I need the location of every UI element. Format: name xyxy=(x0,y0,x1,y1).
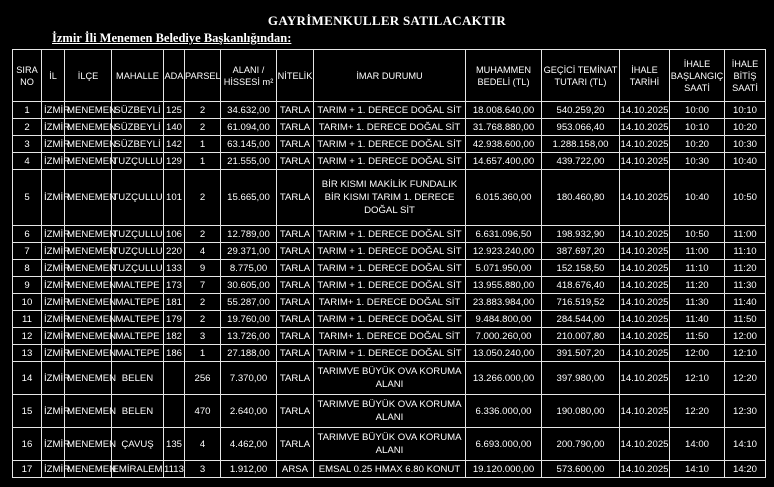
cell-bedel: 13.266.000,00 xyxy=(466,362,542,395)
header-sira: SIRA NO xyxy=(13,50,42,102)
cell-il: İZMİR xyxy=(42,170,65,226)
table-row xyxy=(13,226,766,243)
cell-alan: 63.145,00 xyxy=(221,136,277,153)
cell-baslangic: 14:00 xyxy=(670,428,725,461)
cell-parsel: 4 xyxy=(185,243,221,260)
cell-baslangic: 12:20 xyxy=(670,395,725,428)
cell-teminat: 573.600,00 xyxy=(542,461,620,478)
cell-parsel: 2 xyxy=(185,311,221,328)
table-row xyxy=(13,311,766,328)
cell-alan: 4.462,00 xyxy=(221,428,277,461)
cell-imar: TARIM + 1. DERECE DOĞAL SİT xyxy=(314,226,466,243)
cell-tarih: 14.10.2025 xyxy=(620,243,670,260)
cell-mahalle: MALTEPE xyxy=(112,294,164,311)
cell-imar: TARIM+ 1. DERECE DOĞAL SİT xyxy=(314,119,466,136)
auction-table xyxy=(12,49,766,478)
cell-alan: 13.726,00 xyxy=(221,328,277,345)
table-row xyxy=(13,345,766,362)
table-row xyxy=(13,119,766,136)
cell-tarih: 14.10.2025 xyxy=(620,294,670,311)
cell-sira: 16 xyxy=(13,428,42,461)
cell-bitis: 11:20 xyxy=(725,260,766,277)
cell-imar: TARIM + 1. DERECE DOĞAL SİT xyxy=(314,260,466,277)
cell-sira: 13 xyxy=(13,345,42,362)
cell-ilce: MENEMEN xyxy=(65,153,112,170)
cell-alan: 34.632,00 xyxy=(221,102,277,119)
cell-tarih: 14.10.2025 xyxy=(620,362,670,395)
cell-nitelik: TARLA xyxy=(277,136,314,153)
cell-bitis: 11:10 xyxy=(725,243,766,260)
cell-bitis: 11:30 xyxy=(725,277,766,294)
header-il: İL xyxy=(42,50,65,102)
cell-tarih: 14.10.2025 xyxy=(620,226,670,243)
cell-ada: 101 xyxy=(164,170,185,226)
cell-bitis: 10:40 xyxy=(725,153,766,170)
header-nitelik: NİTELİK xyxy=(277,50,314,102)
cell-bedel: 23.883.984,00 xyxy=(466,294,542,311)
cell-ada xyxy=(164,395,185,428)
cell-imar: TARIM + 1. DERECE DOĞAL SİT xyxy=(314,345,466,362)
cell-mahalle: MALTEPE xyxy=(112,328,164,345)
table-row xyxy=(13,277,766,294)
cell-baslangic: 10:40 xyxy=(670,170,725,226)
cell-sira: 5 xyxy=(13,170,42,226)
cell-ilce: MENEMEN xyxy=(65,102,112,119)
cell-il: İZMİR xyxy=(42,362,65,395)
cell-il: İZMİR xyxy=(42,277,65,294)
cell-teminat: 953.066,40 xyxy=(542,119,620,136)
cell-tarih: 14.10.2025 xyxy=(620,119,670,136)
cell-il: İZMİR xyxy=(42,294,65,311)
cell-teminat: 152.158,50 xyxy=(542,260,620,277)
cell-bedel: 6.631.096,50 xyxy=(466,226,542,243)
cell-baslangic: 10:20 xyxy=(670,136,725,153)
cell-nitelik: TARLA xyxy=(277,345,314,362)
cell-tarih: 14.10.2025 xyxy=(620,277,670,294)
cell-teminat: 190.080,00 xyxy=(542,395,620,428)
cell-alan: 8.775,00 xyxy=(221,260,277,277)
cell-parsel: 256 xyxy=(185,362,221,395)
cell-baslangic: 11:30 xyxy=(670,294,725,311)
header-imar: İMAR DURUMU xyxy=(314,50,466,102)
cell-ilce: MENEMEN xyxy=(65,260,112,277)
cell-imar: BİR KISMI MAKİLİK FUNDALIK BİR KISMI TARIM 1. DERECE DOĞAL SİT xyxy=(314,170,466,226)
cell-tarih: 14.10.2025 xyxy=(620,328,670,345)
cell-baslangic: 11:20 xyxy=(670,277,725,294)
cell-ilce: MENEMEN xyxy=(65,119,112,136)
cell-sira: 11 xyxy=(13,311,42,328)
cell-imar: TARIM + 1. DERECE DOĞAL SİT xyxy=(314,153,466,170)
cell-mahalle: BELEN xyxy=(112,395,164,428)
cell-il: İZMİR xyxy=(42,328,65,345)
cell-ada: 181 xyxy=(164,294,185,311)
header-ada: ADA xyxy=(164,50,185,102)
cell-imar: TARIM + 1. DERECE DOĞAL SİT xyxy=(314,102,466,119)
header-parsel: PARSEL xyxy=(185,50,221,102)
cell-ada: 125 xyxy=(164,102,185,119)
cell-nitelik: TARLA xyxy=(277,395,314,428)
cell-nitelik: TARLA xyxy=(277,428,314,461)
cell-ilce: MENEMEN xyxy=(65,311,112,328)
cell-il: İZMİR xyxy=(42,345,65,362)
header-baslangic: İHALE BAŞLANGIÇ SAATİ xyxy=(670,50,725,102)
cell-teminat: 418.676,40 xyxy=(542,277,620,294)
cell-nitelik: TARLA xyxy=(277,294,314,311)
cell-parsel: 7 xyxy=(185,277,221,294)
table-row xyxy=(13,260,766,277)
cell-ada: 140 xyxy=(164,119,185,136)
cell-imar: TARIM + 1. DERECE DOĞAL SİT xyxy=(314,243,466,260)
cell-bitis: 11:50 xyxy=(725,311,766,328)
cell-teminat: 397.980,00 xyxy=(542,362,620,395)
header-bedel: MUHAMMEN BEDELİ (TL) xyxy=(466,50,542,102)
cell-parsel: 4 xyxy=(185,428,221,461)
cell-teminat: 1.288.158,00 xyxy=(542,136,620,153)
page-title: GAYRİMENKULLER SATILACAKTIR xyxy=(267,13,507,28)
table-row xyxy=(13,153,766,170)
cell-bitis: 14:10 xyxy=(725,428,766,461)
cell-bitis: 12:10 xyxy=(725,345,766,362)
cell-mahalle: EMİRALEM xyxy=(112,461,164,478)
cell-il: İZMİR xyxy=(42,260,65,277)
cell-ilce: MENEMEN xyxy=(65,328,112,345)
cell-mahalle: MALTEPE xyxy=(112,277,164,294)
cell-sira: 12 xyxy=(13,328,42,345)
cell-nitelik: TARLA xyxy=(277,260,314,277)
cell-tarih: 14.10.2025 xyxy=(620,395,670,428)
cell-imar: TARIMVE BÜYÜK OVA KORUMA ALANI xyxy=(314,362,466,395)
table-row xyxy=(13,461,766,478)
cell-tarih: 14.10.2025 xyxy=(620,311,670,328)
cell-bedel: 6.015.360,00 xyxy=(466,170,542,226)
cell-ilce: MENEMEN xyxy=(65,294,112,311)
cell-ada: 173 xyxy=(164,277,185,294)
cell-imar: TARIMVE BÜYÜK OVA KORUMA ALANI xyxy=(314,395,466,428)
cell-ada: 135 xyxy=(164,428,185,461)
cell-sira: 2 xyxy=(13,119,42,136)
cell-baslangic: 11:40 xyxy=(670,311,725,328)
header-ilce: İLÇE xyxy=(65,50,112,102)
cell-ilce: MENEMEN xyxy=(65,395,112,428)
page-subtitle: İzmir İli Menemen Belediye Başkanlığından: xyxy=(52,31,292,45)
cell-bedel: 18.008.640,00 xyxy=(466,102,542,119)
cell-tarih: 14.10.2025 xyxy=(620,170,670,226)
cell-parsel: 3 xyxy=(185,328,221,345)
cell-alan: 21.555,00 xyxy=(221,153,277,170)
cell-mahalle: TUZÇULLU xyxy=(112,226,164,243)
cell-imar: TARIM+ 1. DERECE DOĞAL SİT xyxy=(314,294,466,311)
cell-imar: TARIM + 1. DERECE DOĞAL SİT xyxy=(314,136,466,153)
cell-ilce: MENEMEN xyxy=(65,428,112,461)
cell-sira: 8 xyxy=(13,260,42,277)
cell-il: İZMİR xyxy=(42,226,65,243)
cell-mahalle: MALTEPE xyxy=(112,311,164,328)
cell-mahalle: TUZÇULLU xyxy=(112,260,164,277)
cell-imar: TARIM + 1. DERECE DOĞAL SİT xyxy=(314,311,466,328)
cell-mahalle: ÇAVUŞ xyxy=(112,428,164,461)
cell-parsel: 470 xyxy=(185,395,221,428)
cell-il: İZMİR xyxy=(42,311,65,328)
cell-ilce: MENEMEN xyxy=(65,277,112,294)
cell-bedel: 9.484.800,00 xyxy=(466,311,542,328)
cell-mahalle: TUZÇULLU xyxy=(112,170,164,226)
cell-teminat: 716.519,52 xyxy=(542,294,620,311)
cell-baslangic: 12:10 xyxy=(670,362,725,395)
cell-ilce: MENEMEN xyxy=(65,345,112,362)
table-row xyxy=(13,102,766,119)
cell-il: İZMİR xyxy=(42,119,65,136)
header-teminat: GEÇİCİ TEMİNAT TUTARI (TL) xyxy=(542,50,620,102)
cell-tarih: 14.10.2025 xyxy=(620,136,670,153)
cell-bitis: 11:40 xyxy=(725,294,766,311)
header-bitis: İHALE BİTİŞ SAATİ xyxy=(725,50,766,102)
cell-parsel: 2 xyxy=(185,170,221,226)
cell-parsel: 3 xyxy=(185,461,221,478)
cell-il: İZMİR xyxy=(42,102,65,119)
table-header-row xyxy=(13,50,766,102)
cell-bedel: 13.955.880,00 xyxy=(466,277,542,294)
cell-bitis: 11:00 xyxy=(725,226,766,243)
cell-alan: 29.371,00 xyxy=(221,243,277,260)
cell-alan: 27.188,00 xyxy=(221,345,277,362)
cell-mahalle: SÜZBEYLİ xyxy=(112,119,164,136)
cell-mahalle: SÜZBEYLİ xyxy=(112,136,164,153)
cell-baslangic: 10:10 xyxy=(670,119,725,136)
cell-ilce: MENEMEN xyxy=(65,226,112,243)
cell-ada: 129 xyxy=(164,153,185,170)
cell-parsel: 2 xyxy=(185,102,221,119)
cell-ilce: MENEMEN xyxy=(65,170,112,226)
cell-bedel: 13.050.240,00 xyxy=(466,345,542,362)
cell-mahalle: BELEN xyxy=(112,362,164,395)
cell-sira: 15 xyxy=(13,395,42,428)
cell-il: İZMİR xyxy=(42,243,65,260)
cell-nitelik: TARLA xyxy=(277,243,314,260)
cell-bitis: 12:20 xyxy=(725,362,766,395)
cell-imar: TARIM + 1. DERECE DOĞAL SİT xyxy=(314,277,466,294)
cell-nitelik: TARLA xyxy=(277,170,314,226)
cell-baslangic: 11:00 xyxy=(670,243,725,260)
header-tarih: İHALE TARİHİ xyxy=(620,50,670,102)
cell-sira: 1 xyxy=(13,102,42,119)
cell-tarih: 14.10.2025 xyxy=(620,102,670,119)
cell-tarih: 14.10.2025 xyxy=(620,260,670,277)
cell-teminat: 200.790,00 xyxy=(542,428,620,461)
cell-baslangic: 11:10 xyxy=(670,260,725,277)
cell-baslangic: 10:50 xyxy=(670,226,725,243)
table-row xyxy=(13,395,766,428)
cell-sira: 9 xyxy=(13,277,42,294)
cell-imar: EMSAL 0.25 HMAX 6.80 KONUT xyxy=(314,461,466,478)
cell-alan: 12.789,00 xyxy=(221,226,277,243)
cell-parsel: 1 xyxy=(185,136,221,153)
cell-il: İZMİR xyxy=(42,136,65,153)
table-row xyxy=(13,294,766,311)
cell-ada: 133 xyxy=(164,260,185,277)
cell-bitis: 12:00 xyxy=(725,328,766,345)
cell-alan: 2.640,00 xyxy=(221,395,277,428)
cell-nitelik: TARLA xyxy=(277,119,314,136)
cell-nitelik: TARLA xyxy=(277,277,314,294)
cell-il: İZMİR xyxy=(42,461,65,478)
cell-parsel: 9 xyxy=(185,260,221,277)
cell-sira: 6 xyxy=(13,226,42,243)
cell-nitelik: TARLA xyxy=(277,328,314,345)
cell-nitelik: TARLA xyxy=(277,311,314,328)
cell-bedel: 7.000.260,00 xyxy=(466,328,542,345)
cell-mahalle: TUZÇULLU xyxy=(112,243,164,260)
cell-ilce: MENEMEN xyxy=(65,136,112,153)
cell-mahalle: TUZÇULLU xyxy=(112,153,164,170)
cell-baslangic: 14:10 xyxy=(670,461,725,478)
cell-bitis: 10:10 xyxy=(725,102,766,119)
cell-sira: 7 xyxy=(13,243,42,260)
cell-ada: 179 xyxy=(164,311,185,328)
cell-teminat: 198.932,90 xyxy=(542,226,620,243)
cell-mahalle: MALTEPE xyxy=(112,345,164,362)
table-row xyxy=(13,243,766,260)
cell-alan: 55.287,00 xyxy=(221,294,277,311)
cell-ada: 106 xyxy=(164,226,185,243)
cell-parsel: 2 xyxy=(185,119,221,136)
cell-nitelik: TARLA xyxy=(277,153,314,170)
cell-alan: 30.605,00 xyxy=(221,277,277,294)
cell-tarih: 14.10.2025 xyxy=(620,153,670,170)
cell-mahalle: SÜZBEYLİ xyxy=(112,102,164,119)
cell-sira: 10 xyxy=(13,294,42,311)
table-row xyxy=(13,362,766,395)
table-row xyxy=(13,136,766,153)
cell-bitis: 10:30 xyxy=(725,136,766,153)
cell-ilce: MENEMEN xyxy=(65,461,112,478)
cell-bitis: 12:30 xyxy=(725,395,766,428)
cell-baslangic: 11:50 xyxy=(670,328,725,345)
cell-alan: 7.370,00 xyxy=(221,362,277,395)
cell-sira: 14 xyxy=(13,362,42,395)
cell-imar: TARIM+ 1. DERECE DOĞAL SİT xyxy=(314,328,466,345)
cell-sira: 3 xyxy=(13,136,42,153)
header-alan: ALANI / HİSSESİ m² xyxy=(221,50,277,102)
cell-nitelik: TARLA xyxy=(277,362,314,395)
cell-imar: TARIMVE BÜYÜK OVA KORUMA ALANI xyxy=(314,428,466,461)
cell-bedel: 6.693.000,00 xyxy=(466,428,542,461)
cell-bitis: 10:50 xyxy=(725,170,766,226)
cell-sira: 17 xyxy=(13,461,42,478)
cell-parsel: 2 xyxy=(185,226,221,243)
cell-ada: 220 xyxy=(164,243,185,260)
cell-tarih: 14.10.2025 xyxy=(620,345,670,362)
cell-teminat: 387.697,20 xyxy=(542,243,620,260)
cell-bedel: 14.657.400,00 xyxy=(466,153,542,170)
cell-nitelik: ARSA xyxy=(277,461,314,478)
header-mahalle: MAHALLE xyxy=(112,50,164,102)
cell-bedel: 12.923.240,00 xyxy=(466,243,542,260)
cell-teminat: 180.460,80 xyxy=(542,170,620,226)
cell-il: İZMİR xyxy=(42,428,65,461)
cell-bedel: 6.336.000,00 xyxy=(466,395,542,428)
cell-ada: 182 xyxy=(164,328,185,345)
cell-sira: 4 xyxy=(13,153,42,170)
cell-bitis: 10:20 xyxy=(725,119,766,136)
cell-alan: 1.912,00 xyxy=(221,461,277,478)
cell-bitis: 14:20 xyxy=(725,461,766,478)
cell-ada: 186 xyxy=(164,345,185,362)
cell-nitelik: TARLA xyxy=(277,226,314,243)
cell-alan: 15.665,00 xyxy=(221,170,277,226)
cell-parsel: 2 xyxy=(185,294,221,311)
table-row xyxy=(13,170,766,226)
cell-alan: 19.760,00 xyxy=(221,311,277,328)
cell-ada xyxy=(164,362,185,395)
cell-parsel: 1 xyxy=(185,153,221,170)
cell-ada: 142 xyxy=(164,136,185,153)
cell-teminat: 540.259,20 xyxy=(542,102,620,119)
table-row xyxy=(13,428,766,461)
cell-teminat: 210.007,80 xyxy=(542,328,620,345)
cell-teminat: 284.544,00 xyxy=(542,311,620,328)
cell-teminat: 439.722,00 xyxy=(542,153,620,170)
cell-tarih: 14.10.2025 xyxy=(620,461,670,478)
cell-bedel: 19.120.000,00 xyxy=(466,461,542,478)
cell-ada: 1113 xyxy=(164,461,185,478)
cell-il: İZMİR xyxy=(42,153,65,170)
cell-nitelik: TARLA xyxy=(277,102,314,119)
cell-baslangic: 12:00 xyxy=(670,345,725,362)
cell-ilce: MENEMEN xyxy=(65,243,112,260)
cell-tarih: 14.10.2025 xyxy=(620,428,670,461)
cell-teminat: 391.507,20 xyxy=(542,345,620,362)
cell-alan: 61.094,00 xyxy=(221,119,277,136)
cell-ilce: MENEMEN xyxy=(65,362,112,395)
cell-parsel: 1 xyxy=(185,345,221,362)
cell-bedel: 31.768.880,00 xyxy=(466,119,542,136)
cell-il: İZMİR xyxy=(42,395,65,428)
table-row xyxy=(13,328,766,345)
cell-baslangic: 10:00 xyxy=(670,102,725,119)
cell-bedel: 42.938.600,00 xyxy=(466,136,542,153)
cell-bedel: 5.071.950,00 xyxy=(466,260,542,277)
cell-baslangic: 10:30 xyxy=(670,153,725,170)
